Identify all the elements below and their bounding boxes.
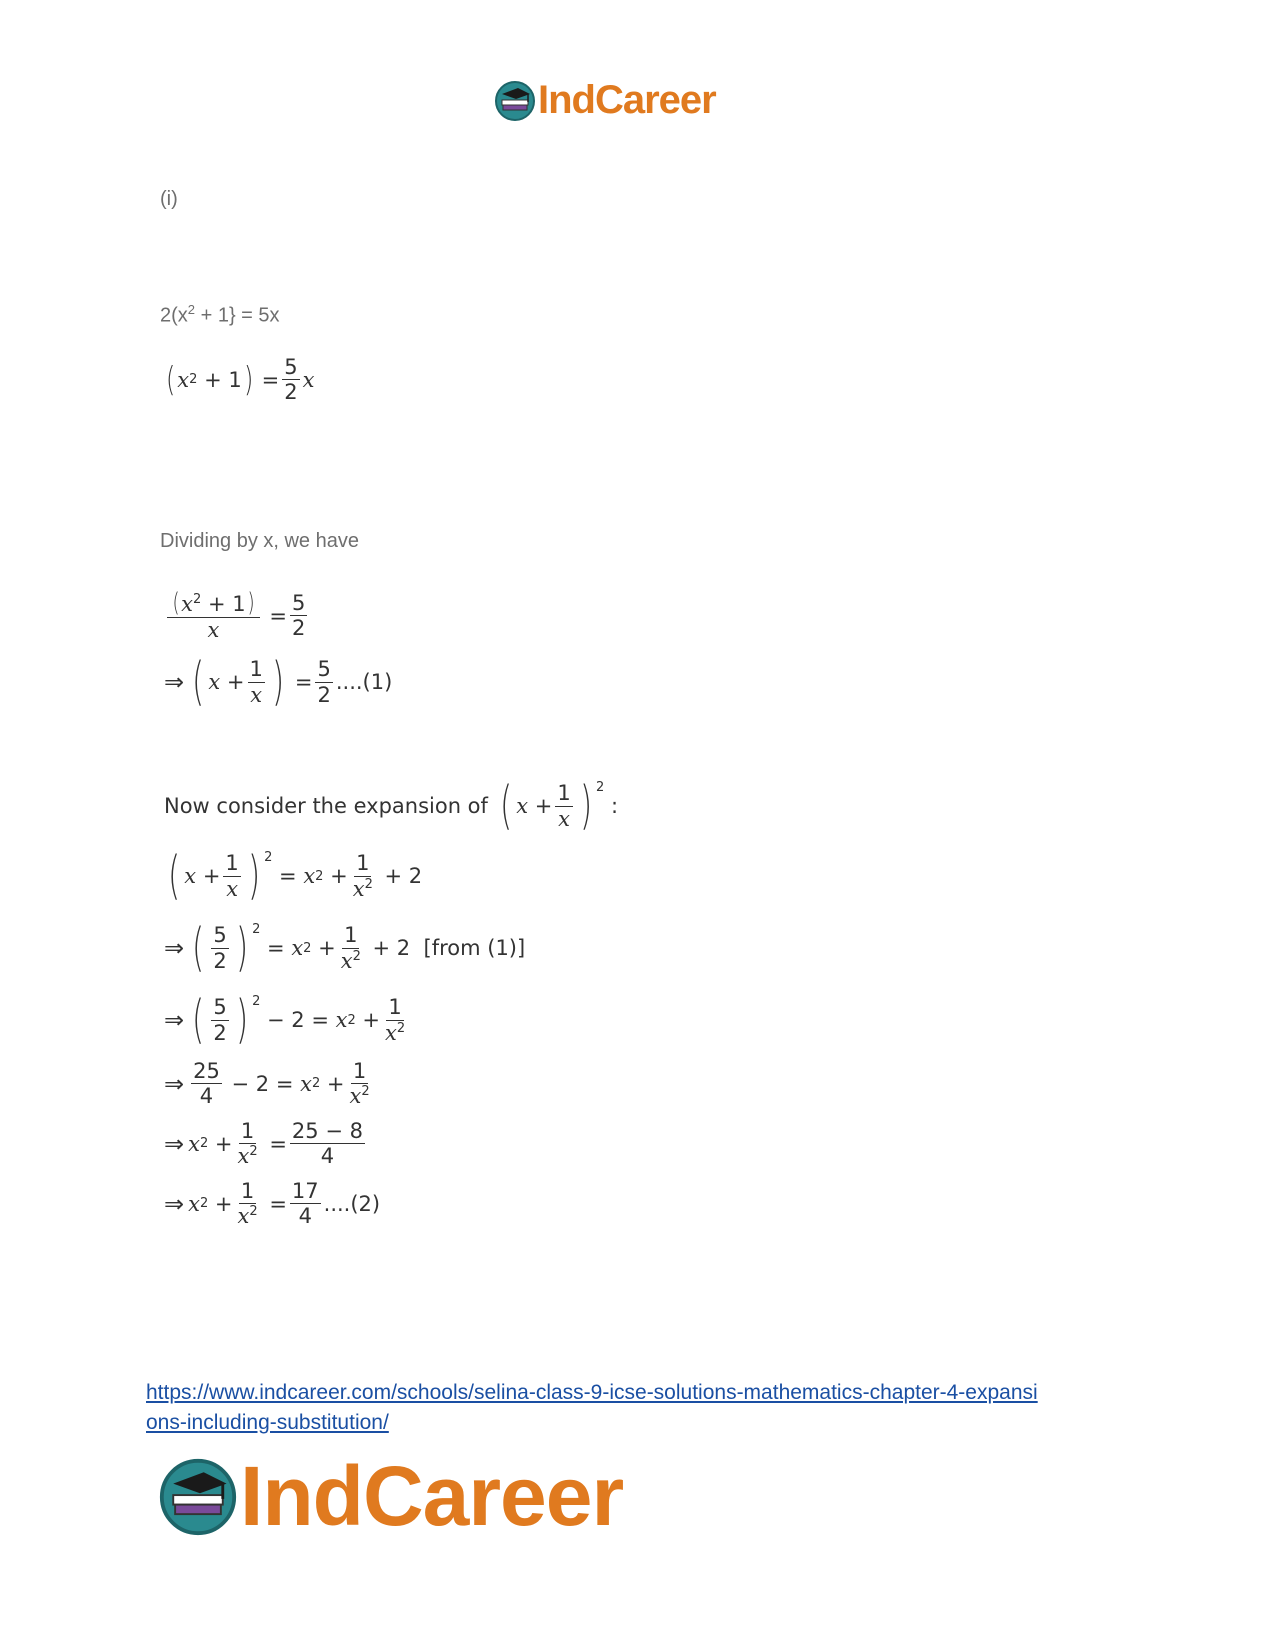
fraction: $\frac{1}{x^2}$ xyxy=(349,1059,370,1109)
step1-exponent: 2 xyxy=(187,302,196,317)
part-label: (i) xyxy=(160,188,178,210)
fraction: $\frac{1}{x^2}$ xyxy=(237,1119,258,1169)
equation-step-7: ⇒ ( $\frac{5}{2}$ ) $^2$ − 2 = x 2 + $\frac{1}{x^2}$ xyxy=(164,990,406,1050)
fraction: $\frac{5}{2}$ xyxy=(317,657,331,707)
fraction: $\frac{5}{2}$ xyxy=(213,995,227,1045)
equation-step-9: ⇒ x 2 + $\frac{1}{x^2}$ = $\frac{25 - 8}{4}$ xyxy=(164,1119,363,1169)
fraction: $\frac{(x^2 + 1)}{x}$ xyxy=(167,590,260,641)
paren-open: ( xyxy=(165,359,176,400)
step1-text: 2(x xyxy=(160,304,188,327)
footer-link[interactable] xyxy=(146,1381,1038,1434)
fraction: $\frac{5}{2}$ xyxy=(292,590,306,641)
footer-link-line-1: https://www.indcareer.com/schools/selina-class-9-icse-solutions-mathematics-chapter-4-expansi xyxy=(146,1381,1038,1404)
fraction: $\frac{1}{x^2}$ xyxy=(237,1179,258,1229)
graduation-book-globe-icon xyxy=(158,1457,238,1537)
equation-step-5: ( x + $\frac{1}{x}$ ) $^2$ = x 2 + $\frac{1}{x^2}$ + 2 xyxy=(168,846,423,906)
equation-step-4: ⇒ ( x + $\frac{1}{x}$ ) = $\frac{5}{2}$ ....(1) xyxy=(164,652,393,712)
step1-rest: + 1} = 5x xyxy=(195,304,280,327)
fraction: $\frac{5}{2}$ xyxy=(213,923,227,973)
fraction: $\frac{25}{4}$ xyxy=(193,1059,220,1109)
fraction: $\frac{1}{x^2}$ xyxy=(352,851,373,901)
from-reference: [from (1)] xyxy=(423,936,526,960)
equation-step-10: ⇒ x 2 + $\frac{1}{x^2}$ = $\frac{17}{4}$ ....(2) xyxy=(164,1179,381,1229)
fraction: $\frac{5}{2}$ xyxy=(284,355,298,405)
equation-tag-1: ....(1) xyxy=(335,670,393,694)
equation-step-2: ( x 2 + 1 ) = $\frac{5}{2}$ x xyxy=(165,355,315,405)
footer-link-line-2: ons-including-substitution/ xyxy=(146,1411,389,1434)
equation-tag-2: ....(2) xyxy=(323,1191,381,1216)
paren-close: ) xyxy=(243,359,253,400)
footer-logo xyxy=(158,1448,623,1545)
fraction: $\frac{1}{x^2}$ xyxy=(385,995,406,1045)
equation-step-8: ⇒ $\frac{25}{4}$ − 2 = x 2 + $\frac{1}{x^2}$ xyxy=(164,1059,370,1109)
fraction: $\frac{25 - 8}{4}$ xyxy=(291,1119,363,1169)
fraction: $\frac{1}{x}$ xyxy=(249,657,263,707)
equation-step-6: ⇒ ( $\frac{5}{2}$ ) $^2$ = x 2 + $\frac{1}{x^2}$ + 2 [from (1)] xyxy=(164,918,526,978)
now-consider-line: Now consider the expansion of ( x + $\frac{1}{x}$ ) $^2$ : xyxy=(164,776,619,836)
footer-link-block xyxy=(146,1378,1038,1438)
header-logo xyxy=(494,78,716,123)
fraction: $\frac{1}{x^2}$ xyxy=(340,923,361,973)
fraction: $\frac{1}{x}$ xyxy=(557,781,571,831)
now-consider-text: Now consider the expansion of xyxy=(164,794,488,818)
equation-step-3: $\frac{(x^2 + 1)}{x}$ = $\frac{5}{2}$ xyxy=(164,590,310,641)
dividing-text: Dividing by x, we have xyxy=(160,530,359,552)
header-logo-text: IndCareer xyxy=(538,78,716,122)
graduation-book-globe-icon xyxy=(494,80,536,122)
footer-logo-text: IndCareer xyxy=(240,1449,624,1543)
fraction: $\frac{17}{4}$ xyxy=(291,1179,319,1229)
fraction: $\frac{1}{x}$ xyxy=(225,851,239,901)
equation-step-1 xyxy=(160,302,280,328)
